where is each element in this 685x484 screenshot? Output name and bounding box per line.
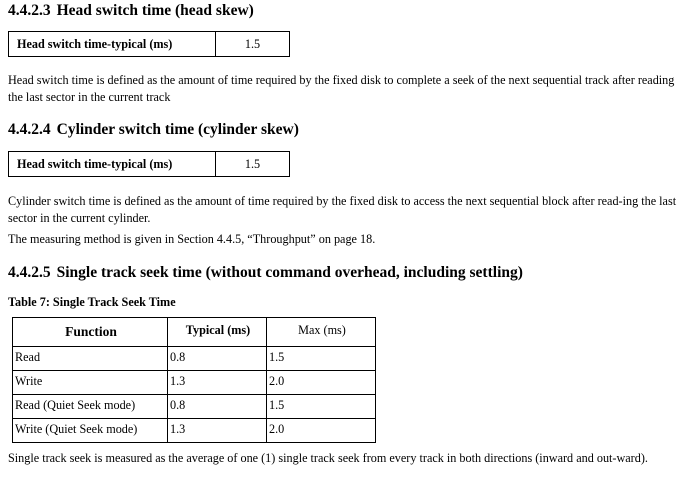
cell-max: 2.0 (267, 371, 376, 395)
cylinder-switch-spec-box (8, 151, 290, 177)
single-track-seek-description: Single track seek is measured as the average of one (1) single track seek from every track in both directions (inward and out-ward). (8, 451, 648, 465)
spec-value: 1.5 (244, 37, 261, 51)
section-title: Single track seek time (without command overhead, including settling) (56, 264, 523, 281)
cell-typical: 1.3 (168, 419, 267, 443)
cell-max: 1.5 (267, 395, 376, 419)
measuring-method-reference: The measuring method is given in Section 4.4.5, “Throughput” on page 18. (8, 232, 376, 246)
cell-typical: 0.8 (168, 395, 267, 419)
table-row (13, 347, 376, 371)
cell-function: Write (Quiet Seek mode) (13, 419, 168, 443)
cell-max: 2.0 (267, 419, 376, 443)
cell-function: Write (13, 371, 168, 395)
section-heading-head-switch (8, 2, 254, 20)
table-row (13, 371, 376, 395)
cell-typical: 0.8 (168, 347, 267, 371)
head-switch-spec-box (8, 31, 290, 57)
spec-value: 1.5 (244, 157, 261, 171)
table-header-row (13, 318, 376, 347)
cell-typical: 1.3 (168, 371, 267, 395)
column-header-typical: Typical (ms) (168, 318, 267, 347)
single-track-seek-table (12, 317, 376, 443)
column-header-max: Max (ms) (267, 318, 376, 347)
cell-function: Read (13, 347, 168, 371)
head-switch-description: Head switch time is defined as the amount of time required by the fixed disk to complete a seek of the next sequential track after reading the last sector in the current track (8, 73, 675, 104)
spec-label: Head switch time-typical (ms) (9, 32, 216, 56)
section-title: Head switch time (head skew) (56, 2, 254, 19)
cell-function: Read (Quiet Seek mode) (13, 395, 168, 419)
table-row (13, 419, 376, 443)
spec-label: Head switch time-typical (ms) (9, 152, 216, 176)
section-number: 4.4.2.3 (8, 2, 51, 19)
cell-max: 1.5 (267, 347, 376, 371)
cylinder-switch-description: Cylinder switch time is defined as the amount of time required by the fixed disk to access the next sequential block after read-ing the last sector in the current cylinder. (8, 194, 677, 225)
section-title: Cylinder switch time (cylinder skew) (56, 121, 299, 138)
column-header-function: Function (13, 318, 168, 347)
section-heading-single-track-seek (8, 264, 523, 282)
section-number: 4.4.2.4 (8, 121, 51, 138)
table-caption: Table 7: Single Track Seek Time (8, 295, 176, 309)
section-number: 4.4.2.5 (8, 264, 51, 281)
section-heading-cylinder-switch (8, 121, 299, 139)
table-row (13, 395, 376, 419)
